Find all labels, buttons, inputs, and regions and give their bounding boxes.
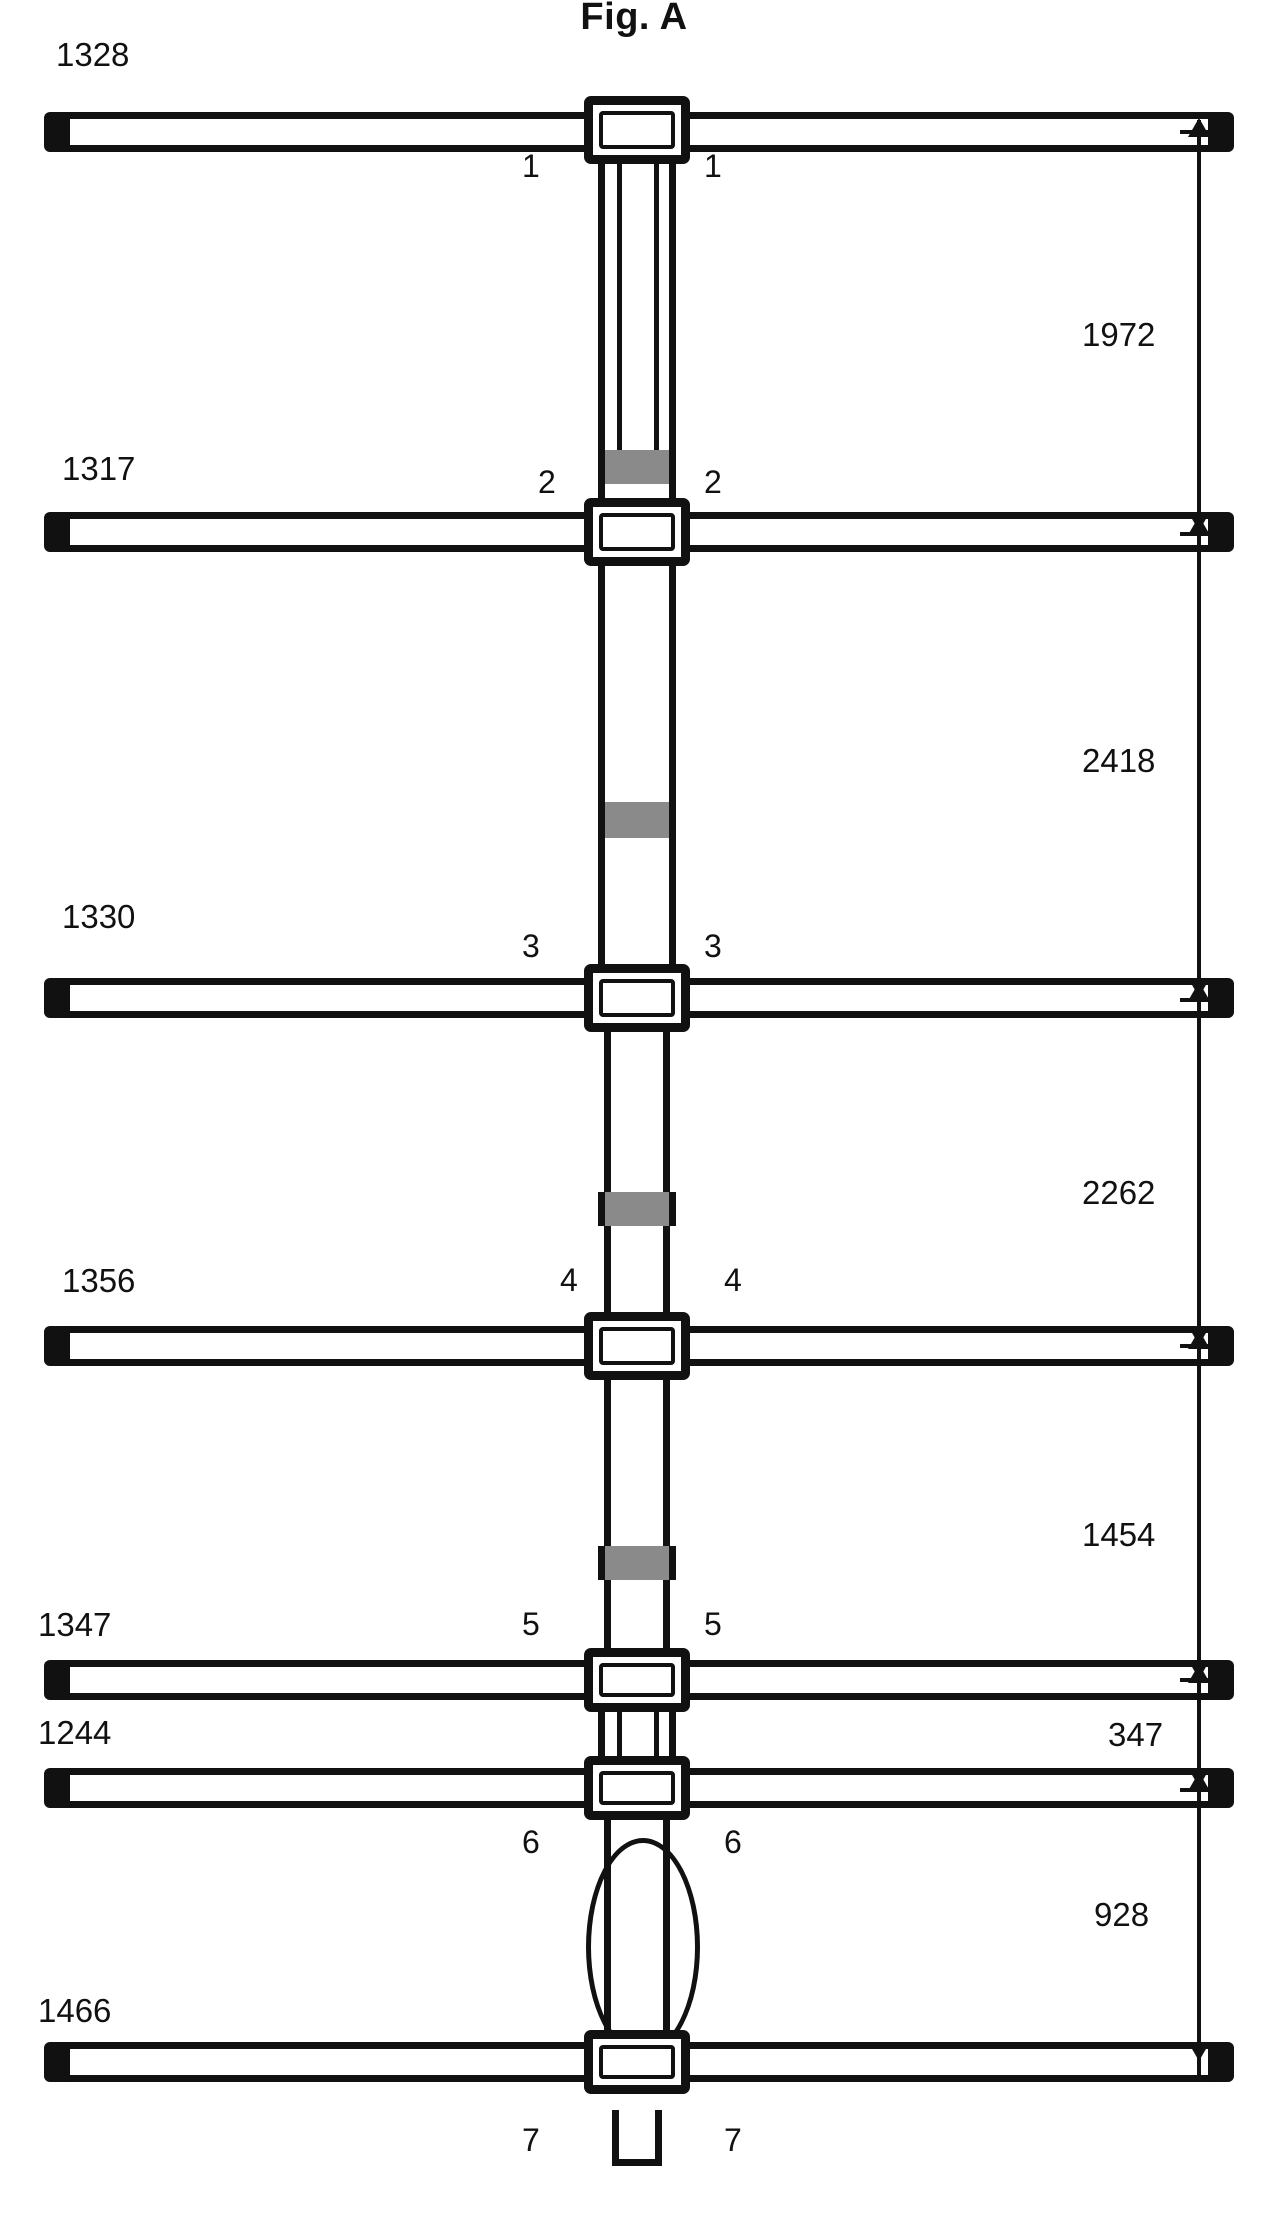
joint-block-2	[584, 498, 690, 566]
dimension-tick-2	[1180, 532, 1214, 536]
dimension-value-2418: 2418	[1082, 742, 1156, 779]
joint-inner-4	[599, 1327, 675, 1365]
joint-inner-7	[599, 2045, 675, 2079]
left-label-1330: 1330	[62, 898, 136, 935]
joint-number-4-right: 4	[724, 1262, 742, 1298]
joint-number-6-right: 6	[724, 1824, 742, 1860]
joint-number-7-right: 7	[724, 2122, 742, 2158]
joint-number-3-right: 3	[704, 928, 722, 964]
crossbar-end-cap-right-7	[1208, 2042, 1234, 2082]
crossbar-end-cap-left-3	[44, 978, 70, 1018]
joint-number-3-left: 3	[522, 928, 540, 964]
dimension-tick-5	[1180, 1678, 1214, 1682]
crossbar-end-cap-left-6	[44, 1768, 70, 1808]
joint-number-7-left: 7	[522, 2122, 540, 2158]
left-label-1347: 1347	[38, 1606, 112, 1643]
dimension-tick-6	[1180, 1788, 1214, 1792]
dimension-tick-4	[1180, 1344, 1214, 1348]
mast-bottom-stub	[612, 2110, 662, 2166]
mast-segment-3b	[604, 1226, 670, 1326]
joint-inner-5	[599, 1663, 675, 1697]
figure-title: Fig. A	[580, 0, 688, 38]
joint-number-1-left: 1	[522, 148, 540, 184]
crossbar-end-cap-left-1	[44, 112, 70, 152]
crossbar-end-cap-left-7	[44, 2042, 70, 2082]
joint-block-4	[584, 1312, 690, 1380]
mast-marker-4	[598, 1546, 676, 1580]
joint-inner-3	[599, 979, 675, 1017]
joint-number-5-right: 5	[704, 1606, 722, 1642]
joint-inner-2	[599, 513, 675, 551]
joint-number-6-left: 6	[522, 1824, 540, 1860]
mast-inner-tube-1	[617, 120, 659, 450]
joint-inner-1	[599, 111, 675, 149]
joint-block-1	[584, 96, 690, 164]
joint-number-4-left: 4	[560, 1262, 578, 1298]
dimension-arrow-down-6	[1188, 2042, 1210, 2061]
joint-number-2-right: 2	[704, 464, 722, 500]
joint-block-3	[584, 964, 690, 1032]
mast-segment-2b	[598, 838, 676, 978]
left-label-1317: 1317	[62, 450, 136, 487]
joint-block-7	[584, 2030, 690, 2094]
left-label-1244: 1244	[38, 1714, 112, 1751]
dimension-value-1972: 1972	[1082, 316, 1156, 353]
mast-segment-4	[604, 1368, 670, 1546]
mast-spring-loop	[586, 1838, 700, 2056]
dimension-tick-1	[1180, 130, 1214, 134]
dimension-value-1454: 1454	[1082, 1516, 1156, 1553]
mast-segment-3	[604, 1022, 670, 1192]
mast-marker-1	[598, 450, 676, 484]
joint-block-5	[584, 1648, 690, 1712]
dimension-arrow-up-1	[1188, 118, 1210, 137]
mast-marker-3	[598, 1192, 676, 1226]
joint-block-6	[584, 1756, 690, 1820]
joint-number-2-left: 2	[538, 464, 556, 500]
crossbar-end-cap-left-5	[44, 1660, 70, 1700]
mast-marker-2	[598, 802, 676, 838]
dimension-value-347: 347	[1108, 1716, 1164, 1753]
mast-segment-2	[598, 552, 676, 802]
left-label-1356: 1356	[62, 1262, 136, 1299]
dimension-value-2262: 2262	[1082, 1174, 1156, 1211]
left-label-1328: 1328	[56, 36, 130, 73]
crossbar-end-cap-left-2	[44, 512, 70, 552]
joint-number-5-left: 5	[522, 1606, 540, 1642]
dimension-tick-3	[1180, 998, 1214, 1002]
joint-number-1-right: 1	[704, 148, 722, 184]
joint-inner-6	[599, 1771, 675, 1805]
left-label-1466: 1466	[38, 1992, 112, 2029]
dimension-value-928: 928	[1094, 1896, 1150, 1933]
crossbar-end-cap-left-4	[44, 1326, 70, 1366]
